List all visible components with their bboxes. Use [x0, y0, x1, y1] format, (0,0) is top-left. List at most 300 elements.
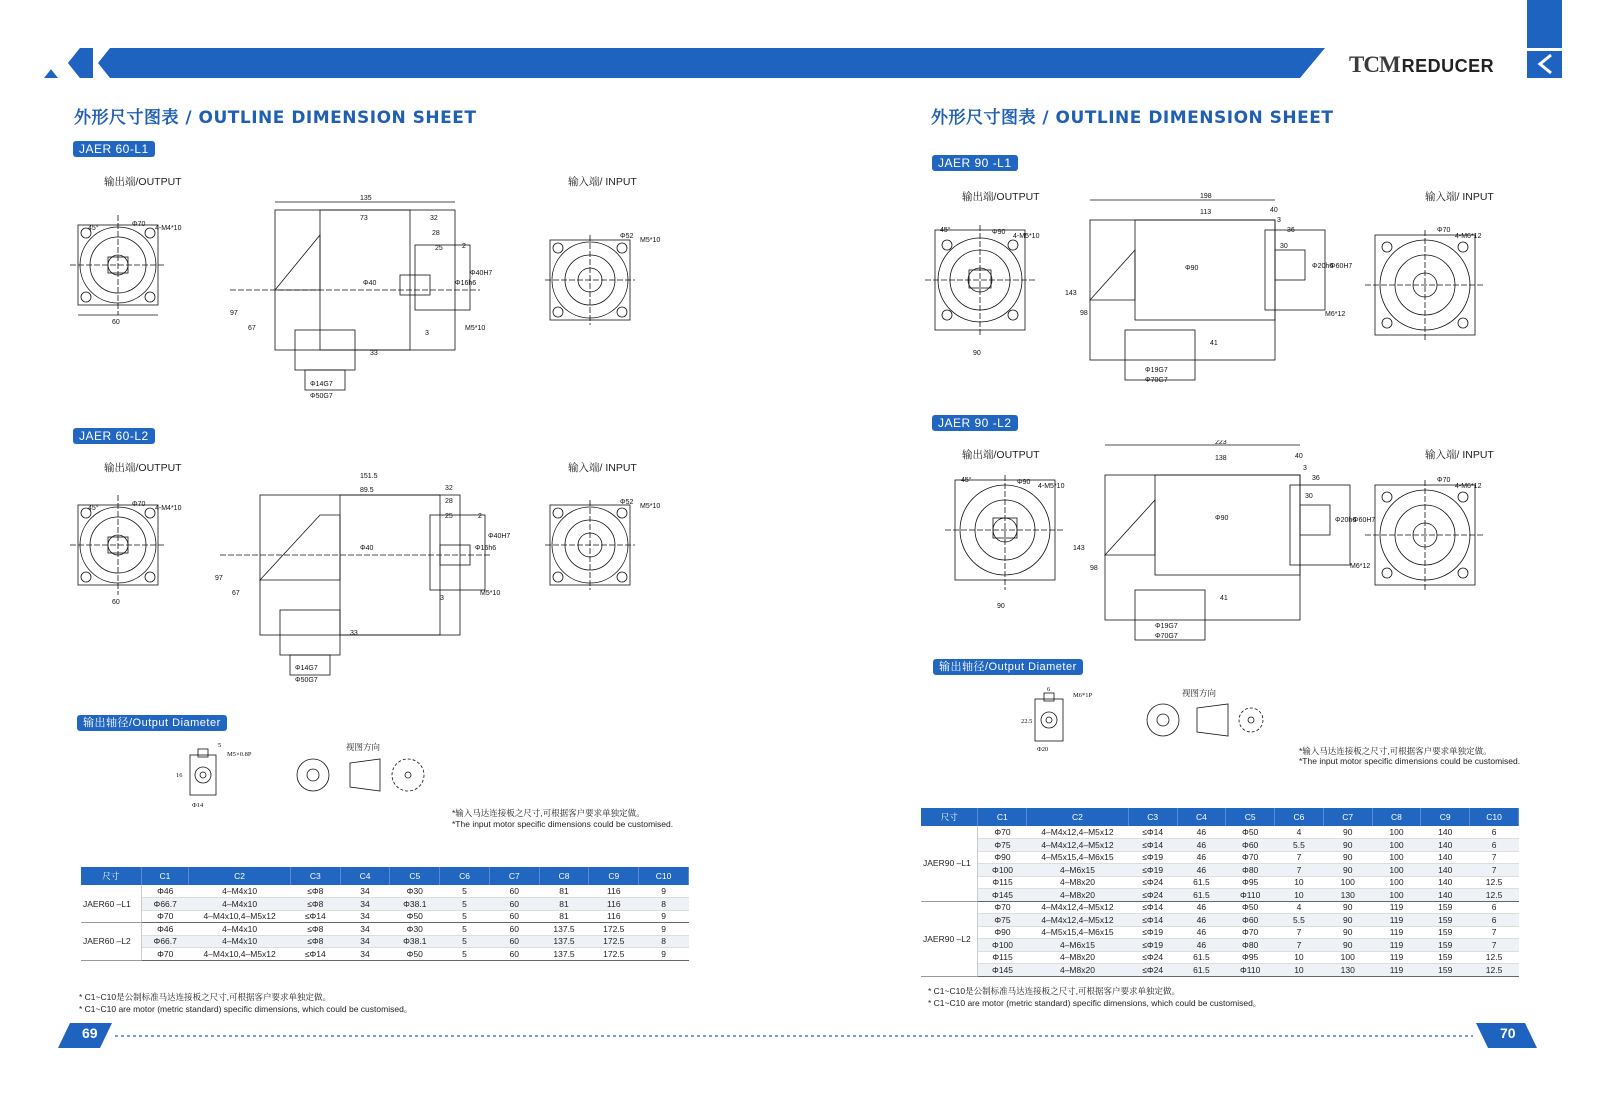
table-row-label: JAER60 –L2	[81, 923, 141, 961]
table-cell: 8	[639, 898, 689, 911]
table-cell: 4–M5x15,4–M6x15	[1027, 926, 1129, 939]
table-row	[921, 926, 1519, 939]
table-header: C10	[639, 867, 689, 885]
spec-table-jaer60	[81, 867, 689, 961]
table-cell: 34	[340, 948, 390, 961]
table-cell: Φ95	[1226, 951, 1275, 964]
foot-note-en: * C1~C10 are motor (metric standard) specific dimensions, which could be customised。	[79, 1004, 413, 1014]
table-cell: ≤Φ14	[1128, 901, 1177, 914]
output-front-view	[945, 475, 1065, 610]
model-tag-jaer60-l1: JAER 60-L1	[73, 141, 155, 157]
svg-text:97: 97	[215, 575, 223, 582]
table-cell: Φ70	[1226, 926, 1275, 939]
table-cell: Φ50	[390, 910, 440, 923]
svg-text:67: 67	[232, 590, 240, 597]
table-row	[921, 939, 1519, 952]
table-cell: 46	[1177, 926, 1226, 939]
table-cell: 100	[1372, 826, 1421, 839]
svg-text:Φ14G7: Φ14G7	[310, 381, 333, 388]
spec-table-jaer90	[921, 808, 1519, 977]
table-cell: ≤Φ14	[290, 948, 340, 961]
table-cell: 159	[1421, 914, 1470, 927]
drawing-jaer60-l1	[60, 190, 700, 420]
footer-bar	[0, 1015, 1611, 1055]
shaft-diameter-drawing	[1015, 685, 1265, 755]
table-cell: Φ66.7	[141, 935, 189, 948]
output-front-view	[70, 215, 182, 326]
table-cell: 100	[1372, 889, 1421, 902]
svg-text:Φ16h6: Φ16h6	[475, 545, 497, 552]
svg-text:M6*12: M6*12	[1350, 563, 1371, 570]
table-cell: 4–M8x20	[1027, 964, 1129, 977]
view-direction-label: 视图方向	[346, 742, 381, 752]
table-cell: 90	[1323, 851, 1372, 864]
table-cell: ≤Φ19	[1128, 926, 1177, 939]
table-cell: 140	[1421, 864, 1470, 877]
table-cell: 34	[340, 923, 390, 936]
table-cell: Φ46	[141, 885, 189, 898]
table-cell: Φ30	[390, 923, 440, 936]
table-cell: 4–M4x12,4–M5x12	[1027, 901, 1129, 914]
table-cell: 34	[340, 935, 390, 948]
foot-note-cn: * C1~C10是公制标准马达连接板之尺寸,可根据客户要求单独定做。	[79, 992, 331, 1002]
table-cell: 34	[340, 910, 390, 923]
svg-text:30: 30	[1305, 493, 1313, 500]
svg-text:4-M5*10: 4-M5*10	[1038, 483, 1065, 490]
table-cell: Φ80	[1226, 864, 1275, 877]
table-cell: 100	[1372, 864, 1421, 877]
svg-text:Φ70G7: Φ70G7	[1155, 633, 1178, 640]
table-cell: 90	[1323, 914, 1372, 927]
table-cell: 9	[639, 948, 689, 961]
table-header: C2	[1027, 808, 1129, 826]
motor-note-en: *The input motor specific dimensions could be customised.	[452, 819, 674, 829]
svg-text:113: 113	[1200, 209, 1212, 216]
table-cell: 90	[1323, 864, 1372, 877]
table-cell: Φ70	[1226, 851, 1275, 864]
table-cell: 5	[440, 885, 490, 898]
input-front-view	[1365, 477, 1485, 590]
svg-text:Φ50G7: Φ50G7	[295, 677, 318, 684]
input-label: 输入端/ INPUT	[568, 462, 637, 474]
svg-text:40: 40	[1295, 453, 1303, 460]
drawing-jaer90-l1	[925, 190, 1565, 410]
svg-text:4-M5*10: 4-M5*10	[1013, 233, 1040, 240]
table-cell: Φ115	[978, 951, 1027, 964]
table-cell: Φ110	[1226, 964, 1275, 977]
table-cell: 137.5	[539, 948, 589, 961]
table-cell: 4–M4x10,4–M5x12	[189, 948, 291, 961]
table-cell: ≤Φ14	[1128, 826, 1177, 839]
table-cell: 60	[489, 898, 539, 911]
table-cell: 116	[589, 898, 639, 911]
table-row	[921, 889, 1519, 902]
table-cell: 140	[1421, 851, 1470, 864]
svg-text:3: 3	[1303, 465, 1307, 472]
svg-text:Φ52: Φ52	[620, 233, 634, 240]
svg-text:Φ16h6: Φ16h6	[455, 280, 477, 287]
table-cell: 4–M5x15,4–M6x15	[1027, 851, 1129, 864]
table-cell: Φ90	[978, 926, 1027, 939]
table-cell: 4–M4x10	[189, 898, 291, 911]
table-cell: ≤Φ14	[290, 910, 340, 923]
table-row	[81, 885, 689, 898]
table-cell: 12.5	[1470, 964, 1519, 977]
input-label: 输入端/ INPUT	[568, 176, 637, 188]
svg-text:3: 3	[425, 330, 429, 337]
table-row	[921, 901, 1519, 914]
table-cell: ≤Φ8	[290, 935, 340, 948]
table-row	[921, 851, 1519, 864]
table-cell: Φ50	[1226, 826, 1275, 839]
table-row	[921, 826, 1519, 839]
svg-text:33: 33	[350, 630, 358, 637]
table-cell: 60	[489, 885, 539, 898]
model-tag-jaer60-l2: JAER 60-L2	[73, 428, 155, 444]
table-cell: 6	[1470, 839, 1519, 852]
table-cell: ≤Φ8	[290, 923, 340, 936]
svg-text:40: 40	[1270, 207, 1278, 214]
table-cell: 119	[1372, 914, 1421, 927]
svg-text:151.5: 151.5	[360, 473, 378, 480]
table-cell: 116	[589, 885, 639, 898]
svg-text:Φ90: Φ90	[1017, 479, 1031, 486]
table-cell: ≤Φ8	[290, 885, 340, 898]
table-cell: 34	[340, 898, 390, 911]
table-header: C8	[539, 867, 589, 885]
svg-text:28: 28	[432, 230, 440, 237]
table-header: C4	[340, 867, 390, 885]
svg-text:90: 90	[973, 350, 981, 357]
svg-text:M5×0.8P: M5×0.8P	[227, 751, 252, 758]
table-cell: 100	[1323, 951, 1372, 964]
table-cell: 90	[1323, 926, 1372, 939]
brand-logo	[1349, 52, 1494, 78]
svg-text:135: 135	[360, 195, 372, 202]
table-cell: Φ145	[978, 889, 1027, 902]
table-cell: 90	[1323, 826, 1372, 839]
table-cell: 4–M8x20	[1027, 876, 1129, 889]
table-cell: ≤Φ19	[1128, 939, 1177, 952]
table-cell: 61.5	[1177, 889, 1226, 902]
table-header: 尺寸	[921, 808, 978, 826]
table-cell: 7	[1470, 926, 1519, 939]
page-number-right: 70	[1500, 1025, 1516, 1041]
svg-text:Φ60H7: Φ60H7	[1330, 263, 1353, 270]
table-cell: 140	[1421, 826, 1470, 839]
table-cell: Φ60	[1226, 914, 1275, 927]
table-cell: 60	[489, 910, 539, 923]
svg-text:Φ20h6: Φ20h6	[1335, 517, 1357, 524]
output-diameter-tag: 输出轴径/Output Diameter	[77, 715, 227, 731]
table-cell: 4–M4x10	[189, 935, 291, 948]
svg-text:M5*10: M5*10	[640, 503, 661, 510]
svg-text:89.5: 89.5	[360, 487, 374, 494]
svg-text:Φ14: Φ14	[192, 802, 204, 809]
side-view	[215, 473, 510, 684]
table-cell: 4–M8x20	[1027, 889, 1129, 902]
svg-text:33: 33	[370, 350, 378, 357]
table-cell: 4	[1275, 826, 1324, 839]
table-cell: Φ70	[978, 826, 1027, 839]
svg-text:M5*10: M5*10	[465, 325, 486, 332]
svg-text:Φ52: Φ52	[620, 499, 634, 506]
table-cell: 46	[1177, 939, 1226, 952]
table-cell: ≤Φ24	[1128, 964, 1177, 977]
motor-note-cn: *输入马达连接板之尺寸,可根据客户要求单独定做。	[452, 808, 645, 818]
svg-text:Φ70: Φ70	[132, 501, 146, 508]
table-cell: 46	[1177, 839, 1226, 852]
table-cell: 140	[1421, 876, 1470, 889]
table-header: 尺寸	[81, 867, 141, 885]
input-front-view	[545, 233, 660, 325]
table-row	[921, 914, 1519, 927]
table-cell: 4–M4x10	[189, 885, 291, 898]
table-cell: Φ46	[141, 923, 189, 936]
svg-text:22.5: 22.5	[1021, 718, 1033, 725]
svg-text:4-M4*10: 4-M4*10	[155, 505, 182, 512]
table-cell: 12.5	[1470, 876, 1519, 889]
svg-text:M6*1P: M6*1P	[1073, 692, 1093, 699]
table-cell: 46	[1177, 851, 1226, 864]
svg-text:25: 25	[445, 513, 453, 520]
svg-text:45°: 45°	[940, 227, 951, 234]
table-header: C7	[1323, 808, 1372, 826]
table-row	[81, 935, 689, 948]
table-cell: 90	[1323, 901, 1372, 914]
table-row	[921, 964, 1519, 977]
table-header: C1	[141, 867, 189, 885]
input-label: 输入端/ INPUT	[1425, 449, 1494, 461]
table-row	[921, 876, 1519, 889]
svg-text:41: 41	[1210, 340, 1218, 347]
table-header: C3	[290, 867, 340, 885]
table-header: C10	[1470, 808, 1519, 826]
table-cell: 4–M4x10,4–M5x12	[189, 910, 291, 923]
table-cell: 172.5	[589, 948, 639, 961]
table-cell: ≤Φ14	[1128, 839, 1177, 852]
right-page-title: 外形尺寸图表 / OUTLINE DIMENSION SHEET	[931, 108, 1334, 128]
output-label: 输出端/OUTPUT	[104, 176, 182, 188]
table-cell: 46	[1177, 901, 1226, 914]
table-cell: 4–M4x12,4–M5x12	[1027, 914, 1129, 927]
table-cell: 5	[440, 935, 490, 948]
table-cell: 119	[1372, 964, 1421, 977]
table-cell: 119	[1372, 951, 1421, 964]
svg-text:M6*12: M6*12	[1325, 311, 1346, 318]
table-cell: 159	[1421, 901, 1470, 914]
svg-text:98: 98	[1090, 565, 1098, 572]
output-label: 输出端/OUTPUT	[962, 191, 1040, 203]
table-cell: 100	[1372, 876, 1421, 889]
table-cell: 5	[440, 948, 490, 961]
table-cell: 10	[1275, 889, 1324, 902]
table-header: C1	[978, 808, 1027, 826]
table-cell: Φ145	[978, 964, 1027, 977]
table-cell: 7	[1470, 851, 1519, 864]
table-row	[921, 839, 1519, 852]
svg-text:28: 28	[445, 498, 453, 505]
table-cell: 8	[639, 935, 689, 948]
side-view	[230, 195, 492, 400]
table-cell: 81	[539, 898, 589, 911]
table-cell: 7	[1275, 939, 1324, 952]
table-cell: Φ110	[1226, 889, 1275, 902]
model-tag-jaer90-l1: JAER 90 -L1	[932, 155, 1018, 171]
table-cell: 140	[1421, 889, 1470, 902]
table-header: C4	[1177, 808, 1226, 826]
svg-text:Φ40: Φ40	[360, 545, 374, 552]
svg-text:36: 36	[1287, 227, 1295, 234]
table-cell: Φ80	[1226, 939, 1275, 952]
table-row	[921, 951, 1519, 964]
table-cell: 5.5	[1275, 839, 1324, 852]
table-cell: 12.5	[1470, 889, 1519, 902]
svg-text:Φ90: Φ90	[1185, 265, 1199, 272]
table-cell: Φ60	[1226, 839, 1275, 852]
svg-text:138: 138	[1215, 455, 1227, 462]
svg-text:Φ40H7: Φ40H7	[488, 533, 511, 540]
table-cell: 7	[1275, 851, 1324, 864]
table-cell: Φ115	[978, 876, 1027, 889]
table-cell: 137.5	[539, 923, 589, 936]
input-front-view	[545, 499, 660, 590]
table-cell: 61.5	[1177, 964, 1226, 977]
output-front-view	[70, 495, 182, 606]
input-label: 输入端/ INPUT	[1425, 191, 1494, 203]
table-cell: 4	[1275, 901, 1324, 914]
output-diameter-tag: 输出轴径/Output Diameter	[933, 659, 1083, 675]
svg-text:3: 3	[440, 595, 444, 602]
svg-text:Φ90: Φ90	[992, 229, 1006, 236]
table-cell: 100	[1372, 851, 1421, 864]
svg-text:Φ70: Φ70	[132, 221, 146, 228]
table-cell: 60	[489, 948, 539, 961]
table-cell: 119	[1372, 926, 1421, 939]
svg-text:6: 6	[1047, 686, 1051, 693]
table-cell: 4–M4x10	[189, 923, 291, 936]
table-cell: ≤Φ19	[1128, 851, 1177, 864]
table-cell: 6	[1470, 826, 1519, 839]
view-direction-label: 视图方向	[1182, 688, 1217, 698]
table-cell: 81	[539, 885, 589, 898]
svg-text:Φ14G7: Φ14G7	[295, 665, 318, 672]
table-row	[81, 948, 689, 961]
svg-text:Φ20: Φ20	[1037, 746, 1049, 753]
table-row	[81, 898, 689, 911]
table-header: C7	[489, 867, 539, 885]
table-cell: 6	[1470, 914, 1519, 927]
svg-text:Φ70: Φ70	[1437, 227, 1451, 234]
table-cell: 5	[440, 910, 490, 923]
svg-text:30: 30	[1280, 243, 1288, 250]
motor-note-en: *The input motor specific dimensions could be customised.	[1299, 756, 1521, 766]
table-row-label: JAER90 –L1	[921, 826, 978, 901]
table-cell: 4–M8x20	[1027, 951, 1129, 964]
table-cell: 9	[639, 910, 689, 923]
table-cell: 10	[1275, 876, 1324, 889]
table-row-label: JAER60 –L1	[81, 885, 141, 923]
table-cell: 46	[1177, 864, 1226, 877]
svg-text:36: 36	[1312, 475, 1320, 482]
side-view	[1073, 440, 1375, 640]
table-cell: Φ50	[390, 948, 440, 961]
svg-text:45°: 45°	[88, 225, 99, 232]
table-cell: 7	[1275, 864, 1324, 877]
svg-text:41: 41	[1220, 595, 1228, 602]
table-cell: 119	[1372, 939, 1421, 952]
table-cell: 159	[1421, 951, 1470, 964]
svg-text:223: 223	[1215, 440, 1227, 446]
table-cell: ≤Φ24	[1128, 889, 1177, 902]
table-cell: Φ38.1	[390, 935, 440, 948]
table-cell: ≤Φ14	[1128, 914, 1177, 927]
page-number-left: 69	[82, 1025, 98, 1041]
output-label: 输出端/OUTPUT	[962, 449, 1040, 461]
svg-text:3: 3	[1277, 217, 1281, 224]
table-header: C9	[589, 867, 639, 885]
table-cell: 159	[1421, 964, 1470, 977]
brand-name: TCM	[1349, 52, 1400, 77]
svg-text:90: 90	[997, 603, 1005, 610]
dim-60: 60	[112, 319, 120, 326]
table-cell: 10	[1275, 964, 1324, 977]
output-label: 输出端/OUTPUT	[104, 462, 182, 474]
left-page-title: 外形尺寸图表 / OUTLINE DIMENSION SHEET	[74, 108, 477, 128]
table-cell: 60	[489, 923, 539, 936]
svg-text:25: 25	[435, 245, 443, 252]
svg-text:2: 2	[478, 513, 482, 520]
svg-text:32: 32	[445, 485, 453, 492]
table-cell: Φ70	[978, 901, 1027, 914]
table-cell: Φ90	[978, 851, 1027, 864]
table-cell: 61.5	[1177, 951, 1226, 964]
svg-text:4-M6*12: 4-M6*12	[1455, 233, 1482, 240]
table-cell: 140	[1421, 839, 1470, 852]
shaft-diameter-drawing	[170, 735, 450, 815]
table-row	[921, 864, 1519, 877]
foot-note-cn: * C1~C10是公制标准马达连接板之尺寸,可根据客户要求单独定做。	[928, 986, 1180, 996]
svg-text:198: 198	[1200, 193, 1212, 200]
table-cell: 159	[1421, 926, 1470, 939]
table-cell: ≤Φ19	[1128, 864, 1177, 877]
table-header: C6	[1275, 808, 1324, 826]
side-view	[1065, 193, 1352, 384]
svg-text:Φ70: Φ70	[1437, 477, 1451, 484]
table-cell: ≤Φ24	[1128, 951, 1177, 964]
table-cell: 172.5	[589, 923, 639, 936]
table-cell: 46	[1177, 914, 1226, 927]
table-cell: Φ30	[390, 885, 440, 898]
output-front-view	[925, 225, 1040, 357]
table-cell: 5	[440, 923, 490, 936]
table-cell: 172.5	[589, 935, 639, 948]
table-cell: 130	[1323, 964, 1372, 977]
svg-text:Φ70G7: Φ70G7	[1145, 377, 1168, 384]
table-cell: 5.5	[1275, 914, 1324, 927]
table-row-label: JAER90 –L2	[921, 901, 978, 976]
svg-text:143: 143	[1073, 545, 1085, 552]
table-header: C5	[390, 867, 440, 885]
table-cell: Φ100	[978, 939, 1027, 952]
table-header: C3	[1128, 808, 1177, 826]
table-cell: 4–M6x15	[1027, 864, 1129, 877]
table-cell: Φ75	[978, 914, 1027, 927]
svg-text:2: 2	[462, 243, 466, 250]
svg-text:Φ19G7: Φ19G7	[1155, 623, 1178, 630]
table-cell: Φ100	[978, 864, 1027, 877]
table-cell: 7	[1470, 939, 1519, 952]
